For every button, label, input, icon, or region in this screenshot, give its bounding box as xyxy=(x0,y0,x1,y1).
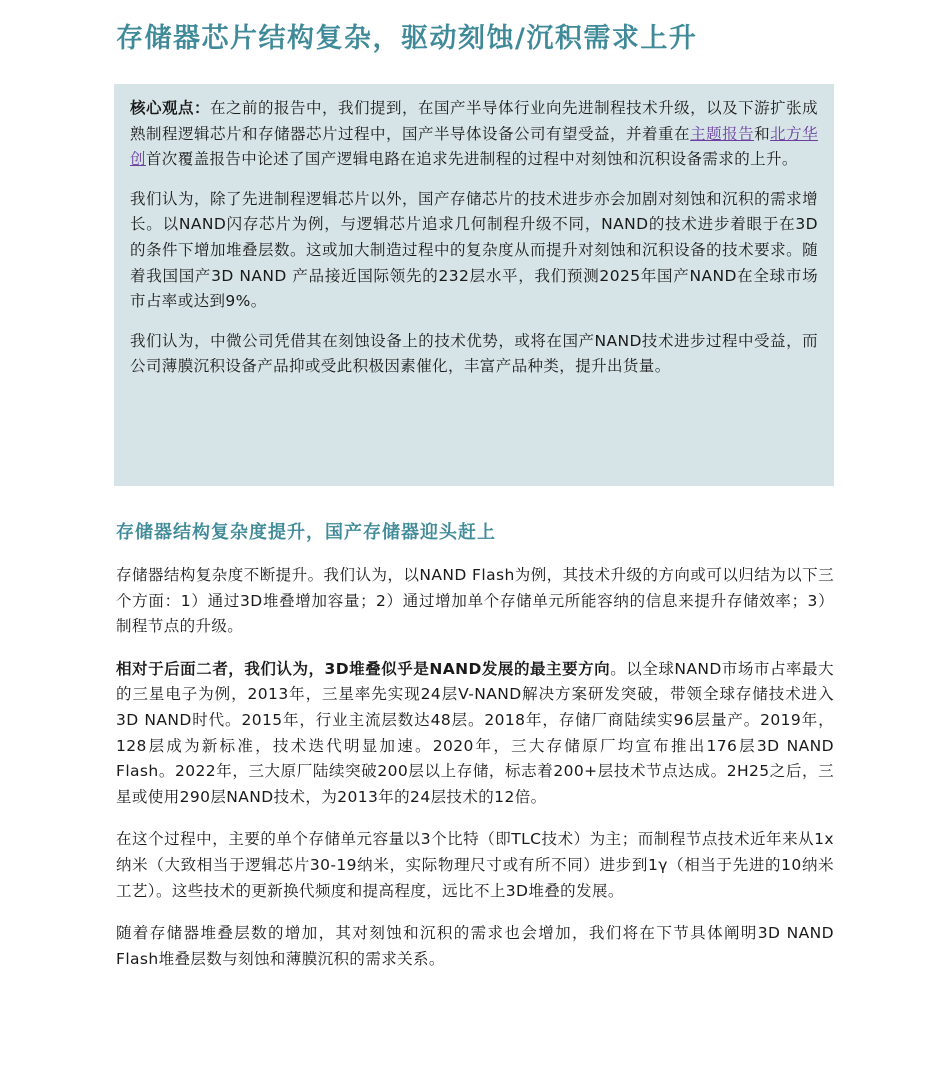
body-paragraph-2-text: 。以全球NAND市场市占率最大的三星电子为例，2013年，三星率先实现24层V-NAND解决方案研发突破，带领全球存储技术进入3D NAND时代。2015年，行业主流层数达48层。2018年，存储厂商陆续实96层量产。2019年，128层成为新标准，技术迭代明显加速。2020年，三大存储原厂均宣布推出176层3D NAND Flash。2022年，三大原厂陆续突破200层以上存储，标志着200+层技术节点达成。2H25之后，三星或使用290层NAND技术，为2013年的24层技术的12倍。 xyxy=(116,659,834,806)
key-points-text-b: 和 xyxy=(754,124,771,143)
body-paragraph-2-emphasis: 相对于后面二者，我们认为，3D堆叠似乎是NAND发展的最主要方向 xyxy=(116,659,611,678)
naura-report-link[interactable]: 北方华创 xyxy=(130,124,818,169)
body-paragraph-3: 在这个过程中，主要的单个存储单元容量以3个比特（即TLC技术）为主；而制程节点技术近年来从1x 纳米（大致相当于逻辑芯片30-19纳米，实际物理尺寸或有所不同）进步到1γ（相当于先进的10纳米工艺）。这些技术的更新换代频度和提高程度，远比不上3D堆叠的发展。 xyxy=(116,830,834,900)
key-points-text-a: 在之前的报告中，我们提到，在国产半导体行业向先进制程技术升级，以及下游扩张成熟制程逻辑芯片和存储器芯片过程中，国产半导体设备公司有望受益，并着重在 xyxy=(130,99,818,143)
key-points-label: 核心观点： xyxy=(130,99,211,117)
body-paragraph-4: 随着存储器堆叠层数的增加，其对刻蚀和沉积的需求也会增加，我们将在下节具体阐明3D NAND Flash堆叠层数与刻蚀和薄膜沉积的需求关系。 xyxy=(116,924,834,968)
page-title: 存储器芯片结构复杂，驱动刻蚀/沉积需求上升 xyxy=(116,23,698,54)
key-points-paragraph-3: 我们认为，中微公司凭借其在刻蚀设备上的技术优势，或将在国产NAND技术进步过程中受益，而公司薄膜沉积设备产品抑或受此积极因素催化，丰富产品种类，提升出货量。 xyxy=(130,331,818,376)
key-points-text-c: 首次覆盖报告中论述了国产逻辑电路在追求先进制程的过程中对刻蚀和沉积设备需求的上升。 xyxy=(145,150,798,169)
key-points-paragraph-2: 我们认为，除了先进制程逻辑芯片以外，国产存储芯片的技术进步亦会加剧对刻蚀和沉积的需求增长。以NAND闪存芯片为例，与逻辑芯片追求几何制程升级不同，NAND的技术进步着眼于在3D的条件下增加堆叠层数。这或加大制造过程中的复杂度从而提升对刻蚀和沉积设备的技术要求。随着我国国产3D NAND 产品接近国际领先的232层水平，我们预测2025年国产NAND在全球市场市占率或达到9%。 xyxy=(130,189,818,311)
theme-report-link[interactable]: 主题报告 xyxy=(690,124,755,143)
body-paragraph-2 xyxy=(116,657,834,811)
key-points-box xyxy=(114,84,834,486)
body-paragraph-1: 存储器结构复杂度不断提升。我们认为，以NAND Flash为例，其技术升级的方向或可以归结为以下三个方面：1）通过3D堆叠增加容量；2）通过增加单个存储单元所能容纳的信息来提升存储效率；3）制程节点的升级。 xyxy=(116,566,834,636)
key-points-paragraph-1 xyxy=(130,96,818,173)
section-body xyxy=(116,563,834,989)
section-heading: 存储器结构复杂度提升，国产存储器迎头赶上 xyxy=(116,522,496,543)
